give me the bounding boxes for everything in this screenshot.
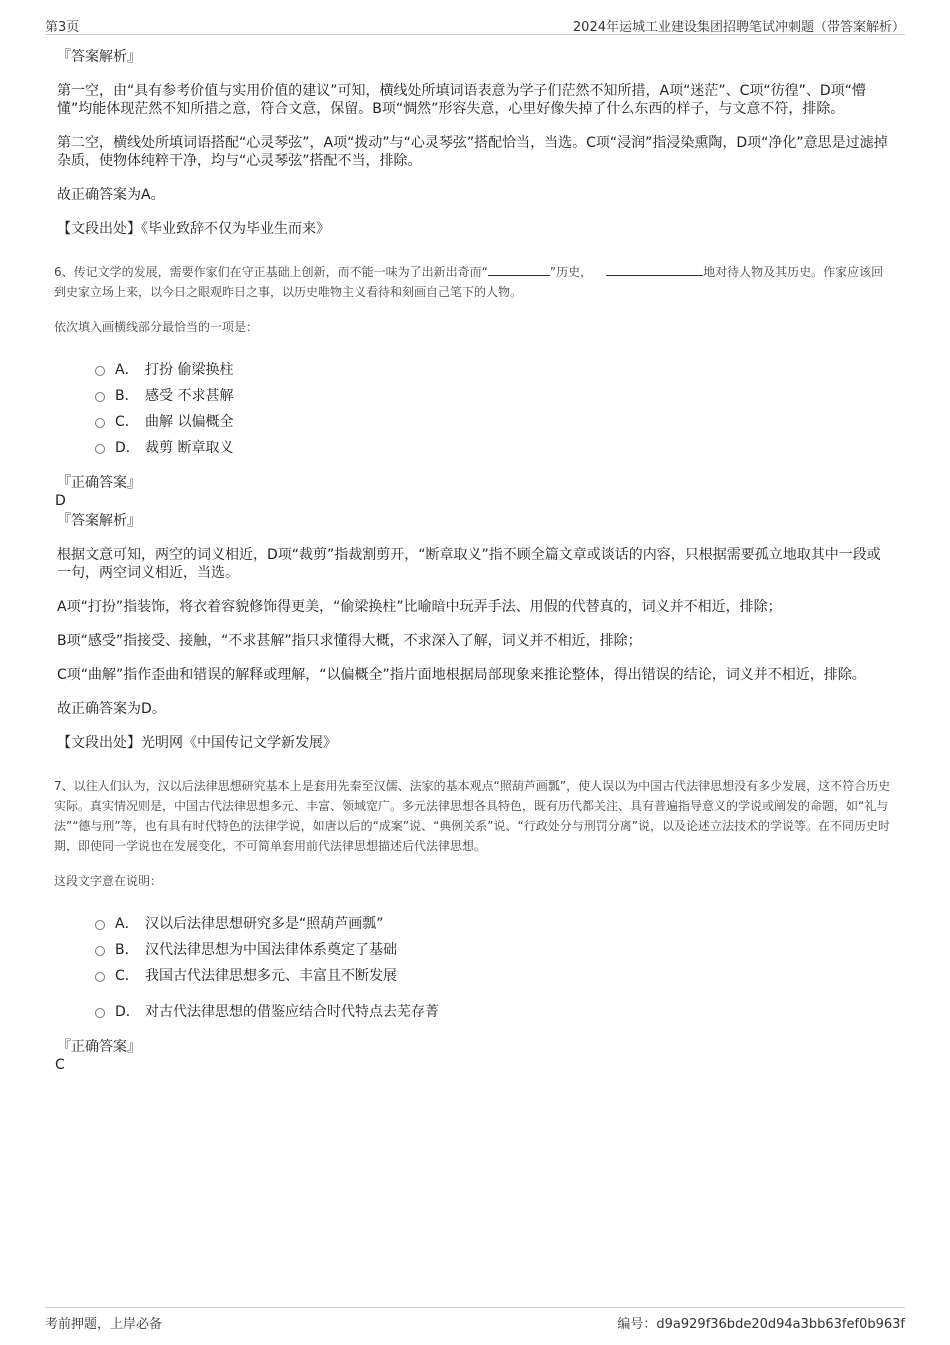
q6-option-a[interactable]: [95, 356, 892, 382]
option-letter: B．: [115, 942, 139, 958]
radio-icon[interactable]: [95, 444, 105, 454]
option-text: 汉以后法律思想研究多是“照葫芦画瓢”: [145, 916, 384, 932]
q6-option-d[interactable]: [95, 434, 892, 460]
q6-option-c[interactable]: [95, 408, 892, 434]
q5-conclusion: 故正确答案为A。: [57, 187, 165, 203]
q7-prompt: 这段文字意在说明：: [54, 874, 163, 888]
q5-analysis-label: 『答案解析』: [57, 49, 141, 65]
footer-code: 编号：d9a929f36bde20d94a3bb63fef0b963f: [617, 1317, 905, 1332]
q6-text-after: 地对待人物及其历史。作家应该回到史家立场上来，以今日之眼观昨日之事，以历史唯物主义看待和刻画自己笔下的人物。: [54, 265, 884, 299]
q7-option-d[interactable]: [95, 998, 892, 1024]
q6-answer: D: [55, 493, 66, 509]
q7-option-a[interactable]: [95, 910, 892, 936]
option-text: 感受 不求甚解: [145, 388, 234, 404]
q6-option-b[interactable]: [95, 382, 892, 408]
page-number: 第3页: [45, 20, 80, 35]
q6-source: 【文段出处】光明网《中国传记文学新发展》: [57, 735, 337, 751]
radio-icon[interactable]: [95, 972, 105, 982]
q7-option-c[interactable]: [95, 962, 892, 988]
q6-analysis-para-1: 根据文意可知，两空的词义相近，D项“裁剪”指裁割剪开，“断章取义”指不顾全篇文章或谈话的内容，只根据需要孤立地取其中一段或一句，两空词义相近，当选。: [57, 547, 881, 581]
option-letter: A．: [115, 362, 139, 378]
q7-option-b[interactable]: [95, 936, 892, 962]
q6-text-middle: ”历史，: [549, 265, 593, 279]
q6-prompt: 依次填入画横线部分最恰当的一项是：: [54, 320, 259, 334]
q6-analysis-para-4: C项“曲解”指作歪曲和错误的解释或理解，“以偏概全”指片面地根据局部现象来推论整体，得出错误的结论，词义并不相近，排除。: [57, 667, 866, 683]
q7-options: [95, 910, 892, 1024]
q5-analysis-para-2: 第二空，横线处所填词语搭配“心灵琴弦”，A项“拨动”与“心灵琴弦”搭配恰当，当选。C项“浸润”指浸染熏陶，D项“净化”意思是过滤掉杂质，使物体纯粹干净，均与“心灵琴弦”搭配不当，排除。: [57, 135, 888, 169]
option-text: 打扮 偷梁换柱: [145, 362, 234, 378]
q6-options: [95, 356, 892, 460]
page-content: [54, 48, 892, 1076]
option-text: 我国古代法律思想多元、丰富且不断发展: [145, 968, 397, 984]
option-text: 曲解 以偏概全: [145, 414, 234, 430]
option-letter: A．: [115, 916, 139, 932]
option-letter: B．: [115, 388, 139, 404]
option-letter: C．: [115, 414, 139, 430]
option-text: 裁剪 断章取义: [145, 440, 234, 456]
q6-analysis-para-2: A项“打扮”指装饰，将衣着容貌修饰得更美，“偷梁换柱”比喻暗中玩弄手法、用假的代替真的，词义并不相近，排除；: [57, 599, 782, 615]
radio-icon[interactable]: [95, 418, 105, 428]
q6-conclusion: 故正确答案为D。: [57, 701, 166, 717]
option-letter: D．: [115, 440, 140, 456]
q7-answer-label: 『正确答案』: [57, 1039, 141, 1055]
page-header: [45, 14, 905, 35]
q6-analysis-para-3: B项“感受”指接受、接触，“不求甚解”指只求懂得大概，不求深入了解，词义并不相近，排除；: [57, 633, 642, 649]
q6-blank-2: [606, 262, 703, 276]
radio-icon[interactable]: [95, 920, 105, 930]
q5-analysis-para-1: 第一空，由“具有参考价值与实用价值的建议”可知，横线处所填词语表意为学子们茫然不知所措，A项“迷茫”、C项“彷徨”、D项“懵懂”均能体现茫然不知所措之意，符合文意，保留。B项“惆然”形容失意，心里好像失掉了什么东西的样子，与文意不符，排除。: [57, 83, 866, 117]
radio-icon[interactable]: [95, 366, 105, 376]
q6-answer-label: 『正确答案』: [57, 475, 141, 491]
q6-question-text: [54, 262, 892, 302]
option-text: 对古代法律思想的借鉴应结合时代特点去芜存菁: [145, 1004, 439, 1020]
page-footer: [45, 1307, 905, 1330]
q6-text-before: 6、传记文学的发展，需要作家们在守正基础上创新，而不能一味为了出新出奇而“: [54, 265, 488, 279]
option-letter: D．: [115, 1004, 140, 1020]
document-title: 2024年运城工业建设集团招聘笔试冲刺题（带答案解析）: [572, 20, 905, 35]
q7-question-text: 7、以往人们认为，汉以后法律思想研究基本上是套用先秦至汉儒、法家的基本观点“照葫芦画瓢”，使人误以为中国古代法律思想没有多少发展，这不符合历史实际。真实情况则是，中国古代法律思想多元、丰富、领域宽广。多元法律思想各具特色，既有历代都关注、具有普遍指导意义的学说或阐发的命题，如“礼与法”“德与刑”等，也有具有时代特色的法律学说，如唐以后的“成案”说、“典例关系”说、“行政处分与刑罚分离”说，以及论述立法技术的学说等。在不同历史时期，即使同一学说也在发展变化，不可简单套用前代法律思想描述后代法律思想。: [54, 779, 891, 853]
radio-icon[interactable]: [95, 1008, 105, 1018]
option-letter: C．: [115, 968, 139, 984]
option-text: 汉代法律思想为中国法律体系奠定了基础: [145, 942, 397, 958]
footer-slogan: 考前押题，上岸必备: [45, 1317, 163, 1332]
q6-analysis-label: 『答案解析』: [57, 513, 141, 529]
q7-answer: C: [55, 1057, 65, 1073]
radio-icon[interactable]: [95, 392, 105, 402]
q6-blank-1: [488, 262, 550, 276]
radio-icon[interactable]: [95, 946, 105, 956]
q5-source: 【文段出处】《毕业致辞不仅为毕业生而来》: [57, 221, 330, 237]
